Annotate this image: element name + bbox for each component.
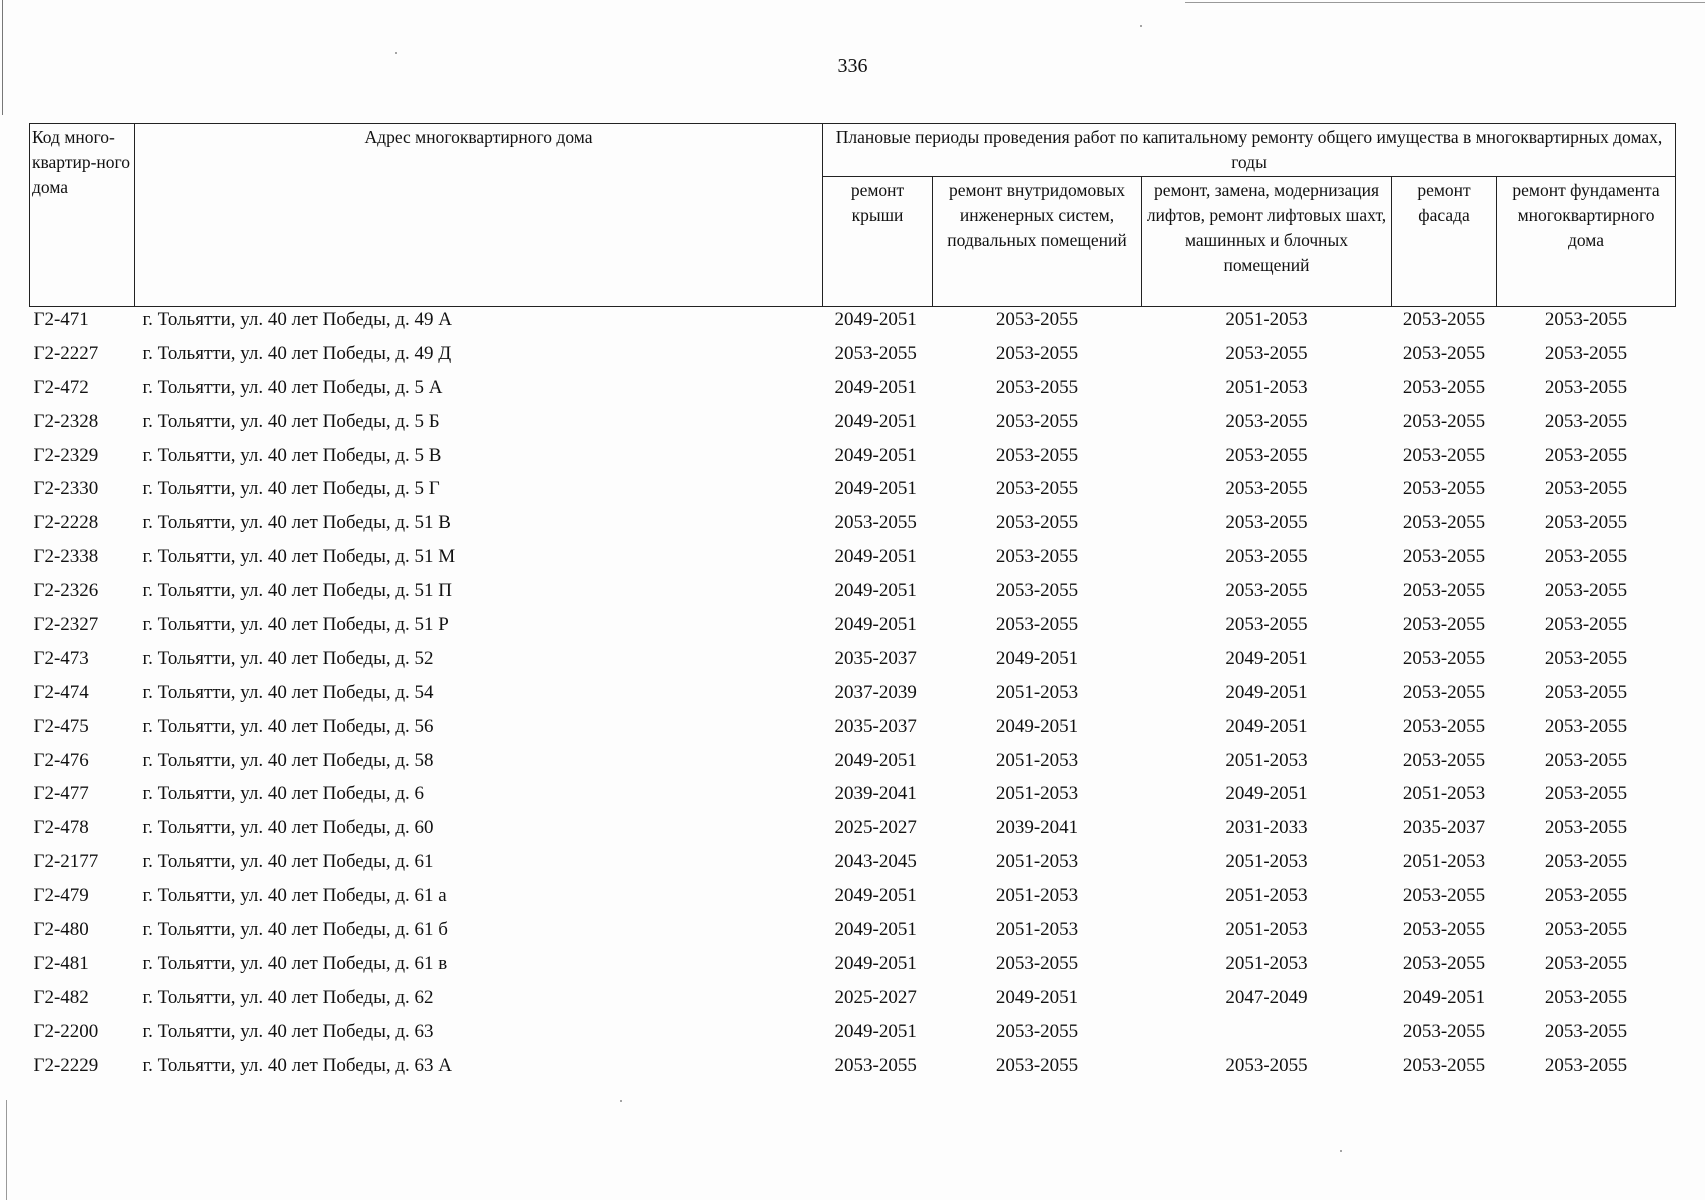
capital-repair-plan-table [29, 123, 1676, 1086]
table-row [30, 578, 1676, 612]
row-roof-period: 2053-2055 [834, 342, 917, 364]
row-facade-period: 2053-2055 [1402, 580, 1486, 602]
row-roof-period: 2035-2037 [834, 715, 917, 737]
row-systems-period: 2049-2051 [995, 715, 1079, 737]
row-code: Г2-2200 [33, 1020, 99, 1042]
row-lifts-period: 2053-2055 [1225, 342, 1308, 364]
header-code: Код много-квартир-ного дома [30, 124, 135, 307]
table-row [30, 951, 1676, 985]
row-lifts-period: 2053-2055 [1225, 478, 1308, 500]
row-roof-period: 2049-2051 [834, 309, 917, 330]
table-row [30, 1053, 1676, 1087]
row-facade-period: 2053-2055 [1402, 1054, 1486, 1076]
row-code: Г2-476 [33, 749, 89, 771]
row-foundation-period: 2053-2055 [1544, 952, 1628, 974]
header-periods-group: Плановые периоды проведения работ по капитальному ремонту общего имущества в многоквартирных домах, годы [823, 124, 1676, 177]
row-facade-period: 2051-2053 [1402, 783, 1486, 805]
row-address: г. Тольятти, ул. 40 лет Победы, д. 5 Б [142, 410, 440, 432]
row-facade-period: 2053-2055 [1402, 546, 1486, 568]
row-address: г. Тольятти, ул. 40 лет Победы, д. 56 [142, 715, 434, 737]
header-systems: ремонт внутридомовых инженерных систем, подвальных помещений [933, 177, 1142, 307]
scan-edge-line [6, 1100, 7, 1200]
table-row [30, 781, 1676, 815]
table-row [30, 307, 1676, 341]
table-row [30, 646, 1676, 680]
row-facade-period: 2053-2055 [1402, 919, 1486, 941]
row-address: г. Тольятти, ул. 40 лет Победы, д. 49 Д [142, 342, 452, 364]
row-address: г. Тольятти, ул. 40 лет Победы, д. 51 Р [142, 614, 449, 636]
row-code: Г2-2328 [33, 410, 99, 432]
row-systems-period: 2053-2055 [995, 478, 1079, 500]
row-foundation-period: 2053-2055 [1544, 885, 1628, 907]
table-row [30, 748, 1676, 782]
page-number: 336 [837, 55, 868, 77]
row-lifts-period [1142, 1019, 1392, 1053]
row-foundation-period: 2053-2055 [1544, 376, 1628, 398]
row-address: г. Тольятти, ул. 40 лет Победы, д. 62 [142, 986, 434, 1008]
row-facade-period: 2053-2055 [1402, 715, 1486, 737]
row-code: Г2-471 [33, 309, 89, 330]
row-foundation-period: 2053-2055 [1544, 715, 1628, 737]
scan-speck [1340, 1150, 1342, 1152]
row-foundation-period: 2053-2055 [1544, 919, 1628, 941]
row-code: Г2-2330 [33, 478, 99, 500]
row-roof-period: 2049-2051 [834, 376, 917, 398]
row-code: Г2-477 [33, 783, 89, 805]
row-systems-period: 2053-2055 [995, 309, 1079, 330]
row-facade-period: 2053-2055 [1402, 647, 1486, 669]
row-address: г. Тольятти, ул. 40 лет Победы, д. 51 П [142, 580, 452, 602]
table-row [30, 510, 1676, 544]
table-row [30, 680, 1676, 714]
row-roof-period: 2049-2051 [834, 614, 917, 636]
row-systems-period: 2051-2053 [995, 919, 1079, 941]
row-foundation-period: 2053-2055 [1544, 614, 1628, 636]
row-roof-period: 2043-2045 [834, 851, 917, 873]
row-foundation-period: 2053-2055 [1544, 309, 1628, 330]
header-foundation: ремонт фундамента многоквартирного дома [1497, 177, 1676, 307]
row-address: г. Тольятти, ул. 40 лет Победы, д. 54 [142, 681, 434, 703]
table-row [30, 849, 1676, 883]
row-address: г. Тольятти, ул. 40 лет Победы, д. 58 [142, 749, 434, 771]
row-lifts-period: 2053-2055 [1225, 444, 1308, 466]
row-code: Г2-478 [33, 817, 89, 839]
row-code: Г2-2338 [33, 546, 99, 568]
row-address: г. Тольятти, ул. 40 лет Победы, д. 51 М [142, 546, 456, 568]
row-code: Г2-474 [33, 681, 89, 703]
row-systems-period: 2051-2053 [995, 885, 1079, 907]
row-lifts-period: 2049-2051 [1225, 783, 1308, 805]
row-lifts-period: 2051-2053 [1225, 851, 1308, 873]
row-code: Г2-475 [33, 715, 89, 737]
row-systems-period: 2053-2055 [995, 580, 1079, 602]
row-foundation-period: 2053-2055 [1544, 817, 1628, 839]
row-facade-period: 2049-2051 [1402, 986, 1486, 1008]
row-roof-period: 2049-2051 [834, 952, 917, 974]
row-foundation-period: 2053-2055 [1544, 478, 1628, 500]
table-row [30, 985, 1676, 1019]
row-foundation-period: 2053-2055 [1544, 1054, 1628, 1076]
row-facade-period: 2053-2055 [1402, 885, 1486, 907]
row-roof-period: 2049-2051 [834, 885, 917, 907]
table-row [30, 917, 1676, 951]
row-roof-period: 2049-2051 [834, 478, 917, 500]
row-address: г. Тольятти, ул. 40 лет Победы, д. 52 [142, 647, 434, 669]
header-address: Адрес многоквартирного дома [135, 124, 823, 307]
header-lifts: ремонт, замена, модернизация лифтов, ремонт лифтовых шахт, машинных и блочных помещений [1142, 177, 1392, 307]
row-systems-period: 2049-2051 [995, 986, 1079, 1008]
row-address: г. Тольятти, ул. 40 лет Победы, д. 5 В [142, 444, 442, 466]
row-facade-period: 2051-2053 [1402, 851, 1486, 873]
row-address: г. Тольятти, ул. 40 лет Победы, д. 61 б [142, 919, 448, 941]
row-systems-period: 2051-2053 [995, 851, 1079, 873]
row-address: г. Тольятти, ул. 40 лет Победы, д. 49 А [142, 309, 452, 330]
row-address: г. Тольятти, ул. 40 лет Победы, д. 63 А [142, 1054, 452, 1076]
row-foundation-period: 2053-2055 [1544, 749, 1628, 771]
scan-speck [620, 1100, 622, 1102]
row-lifts-period: 2053-2055 [1225, 546, 1308, 568]
row-facade-period: 2053-2055 [1402, 952, 1486, 974]
row-address: г. Тольятти, ул. 40 лет Победы, д. 61 а [142, 885, 447, 907]
row-code: Г2-2229 [33, 1054, 99, 1076]
scan-edge-line [1185, 2, 1705, 3]
table-row [30, 883, 1676, 917]
row-code: Г2-482 [33, 986, 89, 1008]
row-address: г. Тольятти, ул. 40 лет Победы, д. 6 [142, 783, 425, 805]
row-address: г. Тольятти, ул. 40 лет Победы, д. 5 Г [142, 478, 440, 500]
table-row [30, 544, 1676, 578]
row-roof-period: 2049-2051 [834, 410, 917, 432]
row-facade-period: 2053-2055 [1402, 478, 1486, 500]
table-row [30, 341, 1676, 375]
table-row [30, 409, 1676, 443]
table-row [30, 476, 1676, 510]
row-lifts-period: 2031-2033 [1225, 817, 1308, 839]
row-foundation-period: 2053-2055 [1544, 1020, 1628, 1042]
row-lifts-period: 2051-2053 [1225, 919, 1308, 941]
row-lifts-period: 2053-2055 [1225, 580, 1308, 602]
row-roof-period: 2025-2027 [834, 986, 917, 1008]
table-row [30, 375, 1676, 409]
row-roof-period: 2053-2055 [834, 1054, 917, 1076]
row-systems-period: 2053-2055 [995, 952, 1079, 974]
row-systems-period: 2053-2055 [995, 614, 1079, 636]
row-roof-period: 2049-2051 [834, 580, 917, 602]
row-code: Г2-480 [33, 919, 89, 941]
row-lifts-period: 2051-2053 [1225, 952, 1308, 974]
row-facade-period: 2053-2055 [1402, 749, 1486, 771]
row-address: г. Тольятти, ул. 40 лет Победы, д. 5 А [142, 376, 443, 398]
header-facade: ремонт фасада [1392, 177, 1497, 307]
row-lifts-period: 2053-2055 [1225, 512, 1308, 534]
row-address: г. Тольятти, ул. 40 лет Победы, д. 51 В [142, 512, 451, 534]
row-code: Г2-2228 [33, 512, 99, 534]
row-roof-period: 2049-2051 [834, 546, 917, 568]
row-facade-period: 2053-2055 [1402, 444, 1486, 466]
row-systems-period: 2053-2055 [995, 1020, 1079, 1042]
row-systems-period: 2053-2055 [995, 1054, 1079, 1076]
row-code: Г2-481 [33, 952, 89, 974]
row-facade-period: 2053-2055 [1402, 681, 1486, 703]
row-foundation-period: 2053-2055 [1544, 681, 1628, 703]
header-roof: ремонт крыши [823, 177, 933, 307]
row-address: г. Тольятти, ул. 40 лет Победы, д. 61 в [142, 952, 448, 974]
table-body [30, 307, 1676, 1087]
row-lifts-period: 2053-2055 [1225, 410, 1308, 432]
row-address: г. Тольятти, ул. 40 лет Победы, д. 61 [142, 851, 434, 873]
row-lifts-period: 2047-2049 [1225, 986, 1308, 1008]
row-foundation-period: 2053-2055 [1544, 783, 1628, 805]
row-facade-period: 2053-2055 [1402, 342, 1486, 364]
row-systems-period: 2053-2055 [995, 444, 1079, 466]
row-lifts-period: 2051-2053 [1225, 309, 1308, 330]
row-foundation-period: 2053-2055 [1544, 342, 1628, 364]
row-facade-period: 2053-2055 [1402, 1020, 1486, 1042]
row-facade-period: 2053-2055 [1402, 410, 1486, 432]
row-code: Г2-2329 [33, 444, 99, 466]
row-facade-period: 2053-2055 [1402, 376, 1486, 398]
row-code: Г2-2227 [33, 342, 99, 364]
row-systems-period: 2051-2053 [995, 681, 1079, 703]
row-code: Г2-473 [33, 647, 89, 669]
row-lifts-period: 2051-2053 [1225, 885, 1308, 907]
row-lifts-period: 2053-2055 [1225, 614, 1308, 636]
row-foundation-period: 2053-2055 [1544, 410, 1628, 432]
table-row [30, 815, 1676, 849]
row-roof-period: 2049-2051 [834, 749, 917, 771]
row-systems-period: 2053-2055 [995, 512, 1079, 534]
row-address: г. Тольятти, ул. 40 лет Победы, д. 60 [142, 817, 434, 839]
row-code: Г2-2326 [33, 580, 99, 602]
row-foundation-period: 2053-2055 [1544, 580, 1628, 602]
row-systems-period: 2053-2055 [995, 410, 1079, 432]
row-roof-period: 2025-2027 [834, 817, 917, 839]
row-lifts-period: 2049-2051 [1225, 647, 1308, 669]
row-facade-period: 2053-2055 [1402, 309, 1486, 330]
row-roof-period: 2039-2041 [834, 783, 917, 805]
row-lifts-period: 2051-2053 [1225, 749, 1308, 771]
row-code: Г2-479 [33, 885, 89, 907]
row-systems-period: 2053-2055 [995, 342, 1079, 364]
row-lifts-period: 2053-2055 [1225, 1054, 1308, 1076]
row-foundation-period: 2053-2055 [1544, 647, 1628, 669]
row-foundation-period: 2053-2055 [1544, 512, 1628, 534]
row-code: Г2-2177 [33, 851, 99, 873]
row-roof-period: 2049-2051 [834, 919, 917, 941]
row-roof-period: 2035-2037 [834, 647, 917, 669]
row-foundation-period: 2053-2055 [1544, 444, 1628, 466]
row-address: г. Тольятти, ул. 40 лет Победы, д. 63 [142, 1020, 434, 1042]
scan-speck [395, 52, 397, 54]
row-roof-period: 2049-2051 [834, 1020, 917, 1042]
row-code: Г2-472 [33, 376, 89, 398]
row-roof-period: 2049-2051 [834, 444, 917, 466]
row-foundation-period: 2053-2055 [1544, 546, 1628, 568]
row-roof-period: 2053-2055 [834, 512, 917, 534]
row-facade-period: 2053-2055 [1402, 614, 1486, 636]
row-code: Г2-2327 [33, 614, 99, 636]
table-row [30, 612, 1676, 646]
row-systems-period: 2051-2053 [995, 749, 1079, 771]
row-systems-period: 2039-2041 [995, 817, 1079, 839]
row-systems-period: 2051-2053 [995, 783, 1079, 805]
scan-speck [1140, 25, 1142, 27]
row-foundation-period: 2053-2055 [1544, 851, 1628, 873]
row-systems-period: 2049-2051 [995, 647, 1079, 669]
row-systems-period: 2053-2055 [995, 546, 1079, 568]
table-row [30, 714, 1676, 748]
row-lifts-period: 2049-2051 [1225, 715, 1308, 737]
row-facade-period: 2053-2055 [1402, 512, 1486, 534]
row-roof-period: 2037-2039 [834, 681, 917, 703]
row-facade-period: 2035-2037 [1402, 817, 1486, 839]
row-lifts-period: 2049-2051 [1225, 681, 1308, 703]
table-row [30, 1019, 1676, 1053]
row-foundation-period: 2053-2055 [1544, 986, 1628, 1008]
table-row [30, 443, 1676, 477]
row-lifts-period: 2051-2053 [1225, 376, 1308, 398]
row-systems-period: 2053-2055 [995, 376, 1079, 398]
